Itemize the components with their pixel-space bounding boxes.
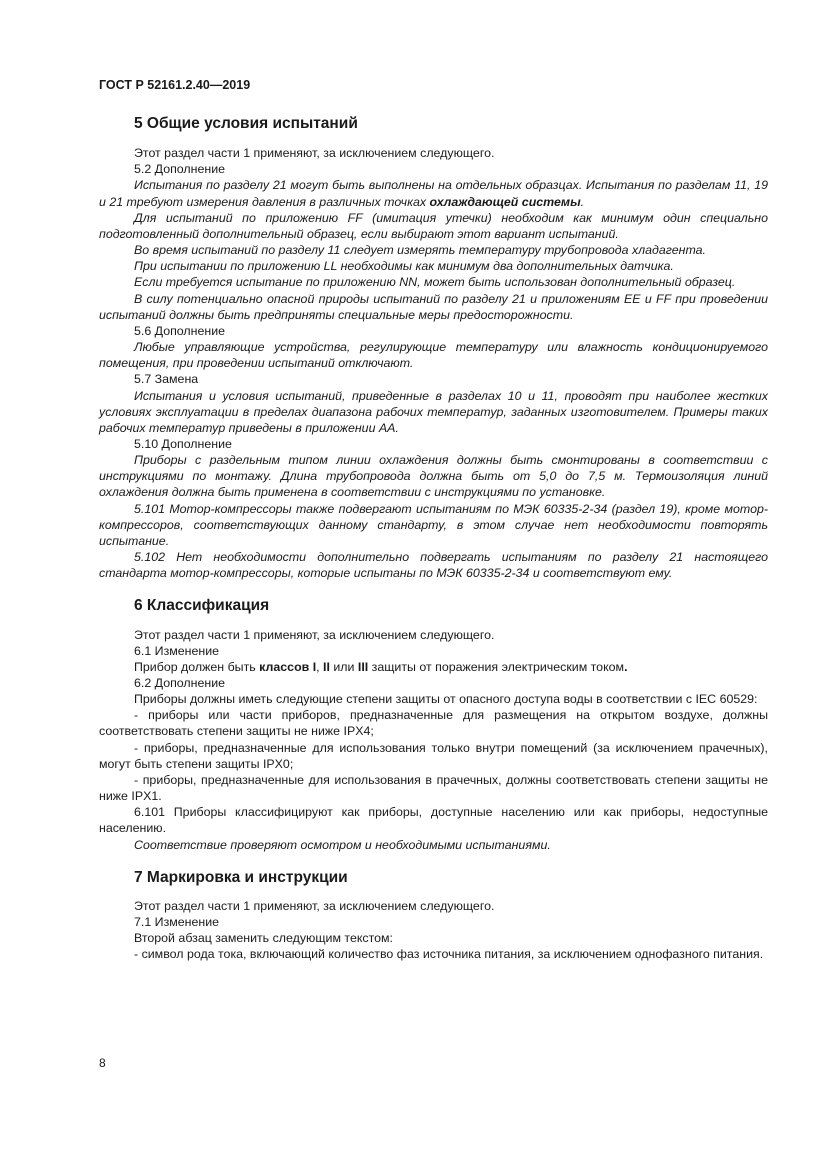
- text-run: защиты от поражения электрическим током: [368, 659, 625, 674]
- term-bold: классов I: [259, 659, 317, 674]
- text-run: .: [580, 194, 585, 209]
- paragraph: Приборы должны иметь следующие степени защиты от опасного доступа воды в соответствии с IEC 60529:: [134, 692, 758, 707]
- subclause-heading: 6.1 Изменение: [134, 643, 220, 658]
- text-run: или: [329, 659, 358, 674]
- paragraph: Приборы с раздельным типом линии охлаждения должны быть смонтированы в соответствии с инструкциями по монтажу. Длина трубопровода должна быть от 5,0 до 7,5 м. Термоизоляция линий охлаждения должна быть применена в соответствии с инструкциями по установке.: [99, 453, 768, 500]
- paragraph: 5.102 Нет необходимости дополнительно подвергать испытаниям по разделу 21 настоящего стандарта мотор-компрессоры, которые испытаны по МЭК 60335-2-34 и соответствуют ему.: [99, 550, 768, 581]
- section-6: [99, 598, 768, 852]
- paragraph: 5.101 Мотор-компрессоры также подвергают испытаниям по МЭК 60335-2-34 (раздел 19), кроме мотор-компрессоров, соответствующих данному стандарту, в этом случае нет необходимости повторять испытание.: [99, 501, 768, 548]
- term-bold: III: [357, 659, 369, 674]
- section-5-title: 5 Общие условия испытаний: [134, 115, 358, 132]
- subclause-heading: 5.7 Замена: [134, 372, 199, 387]
- paragraph: Для испытаний по приложению FF (имитация утечки) необходим как минимум один специально подготовленный дополнительный образец, если выбирают этот вариант испытаний.: [99, 210, 768, 241]
- text-run: Испытания по разделу 21 могут быть выполнены на отдельных образцах. Испытания по разделам 11, 19 и 21 требуют измерения давления в различных точках: [99, 178, 768, 209]
- paragraph: Испытания и условия испытаний, приведенные в разделах 10 и 11, проводят при наиболее жестких условиях эксплуатации в пределах диапазона рабочих температур, заданных изготовителем. Примеры таких рабочих температур приведены в приложении АА.: [99, 388, 768, 435]
- document-body: [99, 116, 768, 963]
- term-bold: II: [323, 659, 330, 674]
- paragraph: Во время испытаний по разделу 11 следует измерять температуру трубопровода хладагента.: [134, 243, 706, 258]
- subclause-heading: 5.10 Дополнение: [134, 436, 232, 451]
- paragraph: Соответствие проверяют осмотром и необходимыми испытаниями.: [134, 837, 551, 852]
- subclause-heading: 7.1 Изменение: [134, 915, 220, 930]
- section-7: [99, 870, 768, 963]
- text-run: ,: [316, 659, 324, 674]
- text-run: .: [624, 659, 628, 674]
- subclause-heading: 5.6 Дополнение: [134, 323, 226, 338]
- paragraph: Если требуется испытание по приложению NN, может быть использован дополнительный образец.: [134, 275, 736, 290]
- text-run: Прибор должен быть: [134, 659, 260, 674]
- subclause-heading: 6.2 Дополнение: [134, 676, 226, 690]
- document-header: ГОСТ Р 52161.2.40—2019: [99, 78, 251, 92]
- subclause-heading: 5.2 Дополнение: [134, 162, 226, 177]
- section-5: [99, 116, 768, 581]
- paragraph: В силу потенциально опасной природы испытаний по разделу 21 и приложениям ЕЕ и FF при проведении испытаний должны быть предприняты специальные меры предосторожности.: [99, 291, 768, 322]
- paragraph: Этот раздел части 1 применяют, за исключением следующего.: [134, 627, 495, 642]
- section-7-title: 7 Маркировка и инструкции: [134, 868, 348, 886]
- paragraph: [99, 659, 768, 675]
- list-item: - символ рода тока, включающий количество фаз источника питания, за исключением однофазного питания.: [134, 947, 764, 962]
- term-bold: охлаждающей системы: [429, 194, 581, 209]
- list-item: - приборы, предназначенные для использования только внутри помещений (за исключением прачечных), могут быть степени защиты IPX0;: [99, 740, 768, 771]
- paragraph: При испытании по приложению LL необходимы как минимум два дополнительных датчика.: [134, 259, 674, 274]
- paragraph: Этот раздел части 1 применяют, за исключением следующего.: [134, 898, 495, 913]
- paragraph: Этот раздел части 1 применяют, за исключением следующего.: [134, 146, 495, 161]
- paragraph: [99, 177, 768, 209]
- paragraph: 6.101 Приборы классифицируют как приборы, доступные населению или как приборы, недоступные населению.: [99, 805, 768, 836]
- section-6-title: 6 Классификация: [134, 597, 270, 615]
- page-number: 8: [99, 1056, 106, 1070]
- paragraph: Любые управляющие устройства, регулирующие температуру или влажность кондиционируемого помещения, при проведении испытаний отключают.: [99, 340, 768, 371]
- paragraph: Второй абзац заменить следующим текстом:: [134, 931, 393, 946]
- list-item: - приборы, предназначенные для использования в прачечных, должны соответствовать степени защиты не ниже IPX1.: [99, 772, 768, 804]
- list-item: - приборы или части приборов, предназначенные для размещения на открытом воздухе, должны соответствовать степени защиты не ниже IPX4;: [99, 708, 768, 739]
